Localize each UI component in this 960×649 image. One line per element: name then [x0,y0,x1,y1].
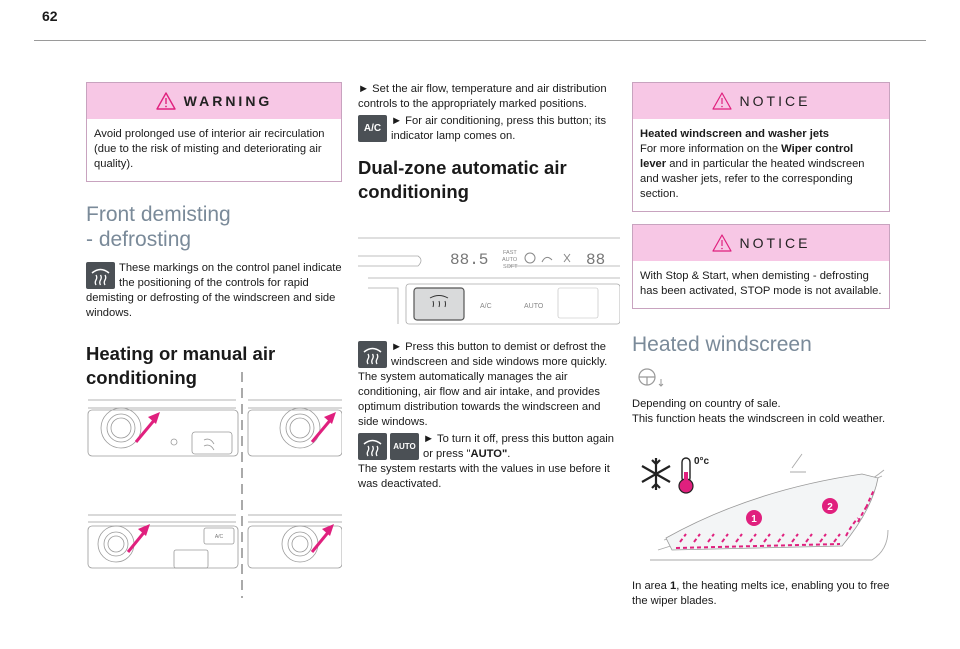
notice-1-bold-title: Heated windscreen and washer jets [640,128,830,140]
ac-button-icon [358,115,387,142]
defrost-icon [86,262,115,289]
warning-triangle-icon [156,92,176,110]
warning-text: Avoid prolonged use of interior air recirculation (due to the risk of misting and deteriorating air quality). [94,128,325,170]
manual-ac-illustration [86,370,342,598]
front-demisting-heading-line2: - defrosting [86,228,192,251]
defrost-icon [358,433,387,460]
front-demisting-heading-line1: Front demisting [86,203,231,226]
panel-fast: FAST [503,250,517,256]
heating-manual-heading-line1: Heating or manual air [86,343,276,364]
front-demisting-heading [86,202,342,252]
panel-display-right: 88 [586,251,606,269]
function-text: This function heats the windscreen in cold weather. [632,413,886,425]
heated-windscreen-illustration [632,450,890,572]
notice-1-text-a: For more information on the [640,143,782,155]
notice-box-1 [632,82,890,212]
ac-icon-label: A/C [363,123,382,134]
notice-box-2-header [633,225,889,261]
callout-2: 2 [827,502,833,513]
dual-zone-heading-line2: conditioning [358,181,469,202]
area-text-a: In area [632,580,670,592]
warning-triangle-icon [712,234,732,252]
notice-box-2 [632,224,890,309]
warning-title: WARNING [183,93,273,109]
column-middle-lower [358,340,618,492]
auto-icon-label: AUTO [393,442,416,451]
press-defrost-text: ► Press this button to demist or defrost the windscreen and side windows more quickly. [391,341,608,368]
thermometer-icon [679,458,693,493]
notice-1-text-bold: Wiper control lever [640,143,854,170]
system-text: The system automatically manages the air conditioning, air flow and air intake, and provides optimum distribution towards the windscreen and side windows. [358,371,601,428]
warning-triangle-icon [712,92,732,110]
dual-zone-panel-illustration [358,232,620,332]
panel-ac: A/C [480,303,492,310]
header-rule [34,40,926,41]
notice-box-1-header [633,83,889,119]
column-right [632,82,890,427]
column-middle [358,82,618,204]
panel-auto: AUTO [524,303,544,310]
callout-1: 1 [751,514,757,525]
ac-text: ► For air conditioning, press this button; its indicator lamp comes on. [391,115,607,142]
notice-2-title: NOTICE [739,235,811,251]
auto-button-icon [390,433,419,460]
warning-box [86,82,342,182]
set-controls-text: ► Set the air flow, temperature and air distribution controls to the appropriately marked positions. [358,83,607,110]
panel-display-left: 88.5 [450,251,489,269]
panel-soft: SOFT [503,264,518,270]
panel-auto-small: AUTO [502,257,518,263]
heated-windscreen-heading: Heated windscreen [632,333,812,356]
turn-off-text-bold: AUTO" [470,448,508,460]
page-number: 62 [42,8,58,24]
front-demisting-text: These markings on the control panel indicate the positioning of the controls for rapid demisting or defrosting of the windscreen and side windows. [86,262,342,319]
column-left [86,82,342,390]
notice-1-text-b: and in particular the heated windscreen and washer jets, refer to the corresponding section. [640,158,865,200]
dual-zone-heading-line1: Dual-zone automatic air [358,157,567,178]
temp-label: 0°c [694,456,710,467]
restart-text: The system restarts with the values in use before it was deactivated. [358,463,610,490]
snowflake-icon [642,458,670,490]
warning-box-header [87,83,341,119]
dual-zone-heading [358,156,618,204]
area-1-text [632,579,890,609]
turn-off-text-a: ► To turn it off, press this button again or press " [423,433,615,460]
area-text-bold: 1 [669,580,677,592]
country-text: Depending on country of sale. [632,398,781,410]
defrost-icon [358,341,387,368]
steering-wheel-icon [632,367,666,389]
area-text-b: , the heating melts ice, enabling you to free the wiper blades. [632,580,890,607]
heating-manual-heading-line2: conditioning [86,367,197,388]
turn-off-text-b: . [507,448,511,460]
notice-1-title: NOTICE [739,93,811,109]
notice-2-text: With Stop & Start, when demisting - defrosting has been activated, STOP mode is not available. [640,270,882,297]
svg-text:A/C: A/C [214,534,224,540]
